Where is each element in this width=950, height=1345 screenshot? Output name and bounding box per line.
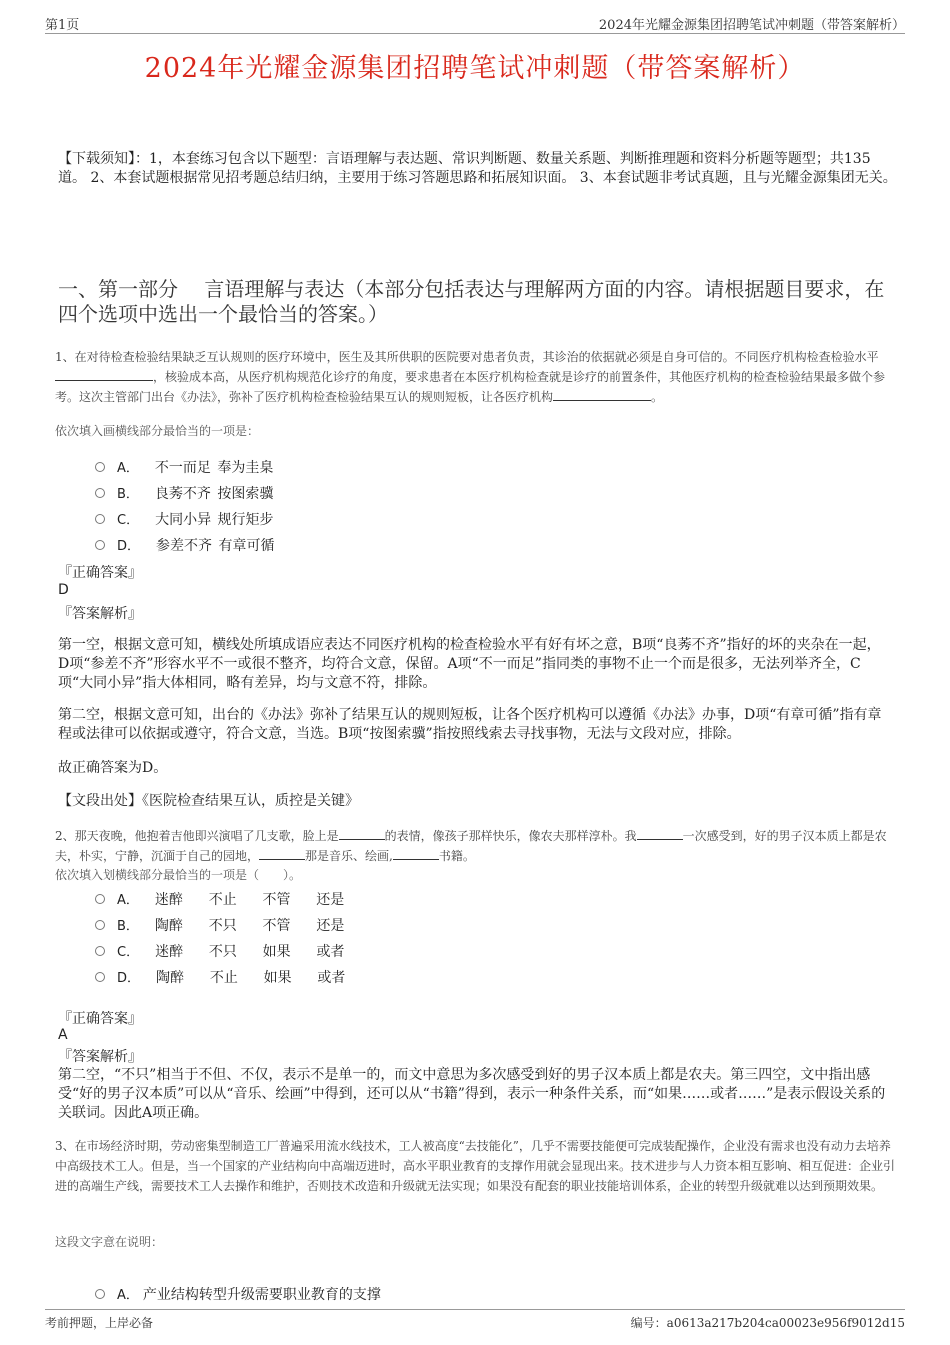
question-1-lead: 依次填入画横线部分最恰当的一项是： xyxy=(55,424,260,438)
footer-doc-id: 编号：a0613a217b204ca00023e956f9012d15 xyxy=(630,1316,905,1330)
page-title: 2024年光耀金源集团招聘笔试冲刺题（带答案解析） xyxy=(144,53,806,84)
download-notice: 【下载须知】：1，本套练习包含以下题型：言语理解与表达题、常识判断题、数量关系题、判断推理题和资料分析题等题型；共135道。 2、本套试题根据常见招考题总结归纳，主要用于练习答题思路和拓展知识面。 3、本套试题非考试真题，且与光耀金源集团无关。 xyxy=(58,151,897,186)
q1-analysis-p1: 第一空，根据文意可知，横线处所填成语应表达不同医疗机构的检查检验水平有好有坏之意，B项“良莠不齐”指好的坏的夹杂在一起，D项“参差不齐”形容水平不一或很不整齐，均符合文意，保留。A项“不一而足”指同类的事物不止一个而是很多，无法列举齐全，C项“大同小异”指大体相同，略有差异，均与文意不符，排除。 xyxy=(58,637,881,691)
radio-icon[interactable] xyxy=(95,1289,105,1299)
q1-analysis-label: 『答案解析』 xyxy=(58,606,142,622)
q1-text-part: 1、在对待检查检验结果缺乏互认规则的医疗环境中，医生及其所供职的医院要对患者负责，其诊治的依据就必须是自身可信的。不同医疗机构检查检验水平 xyxy=(55,350,879,364)
fill-blank xyxy=(339,827,385,840)
fill-blank xyxy=(637,827,683,840)
question-2-lead: 依次填入划横线部分最恰当的一项是（ ）。 xyxy=(55,868,302,882)
section-title: 一、第一部分 言语理解与表达（本部分包括表达与理解两方面的内容。请根据题目要求，在四个选项中选出一个最恰当的答案。） xyxy=(58,277,885,326)
q1-option-b[interactable]: B． 良莠不齐 按图索骥 xyxy=(95,483,273,503)
radio-icon[interactable] xyxy=(95,488,105,498)
question-3-lead: 这段文字意在说明： xyxy=(55,1235,164,1249)
header-page-label: 第1页 xyxy=(45,18,80,33)
q1-option-c[interactable]: C． 大同小异 规行矩步 xyxy=(95,509,274,529)
q1-option-d[interactable]: D． 参差不齐 有章可循 xyxy=(95,535,274,555)
radio-icon[interactable] xyxy=(95,946,105,956)
radio-icon[interactable] xyxy=(95,894,105,904)
q1-analysis-p3: 故正确答案为D。 xyxy=(58,760,168,776)
q1-option-a[interactable]: A． 不一而足 奉为圭臬 xyxy=(95,457,273,477)
fill-blank xyxy=(259,847,305,860)
q1-source: 【文段出处】《医院检查结果互认，质控是关键》 xyxy=(58,793,359,809)
q2-analysis-label: 『答案解析』 xyxy=(58,1049,142,1065)
radio-icon[interactable] xyxy=(95,514,105,524)
radio-icon[interactable] xyxy=(95,920,105,930)
q2-option-d[interactable]: D． 陶醉 不止 如果 或者 xyxy=(95,967,345,987)
q1-analysis-p2: 第二空，根据文意可知，出台的《办法》弥补了结果互认的规则短板，让各个医疗机构可以遵循《办法》办事，D项“有章可循”指有章程或法律可以依据或遵守，符合文意，当选。B项“按图索骥”指按照线索去寻找事物，无法与文段对应，排除。 xyxy=(58,707,882,742)
radio-icon[interactable] xyxy=(95,462,105,472)
fill-blank xyxy=(553,388,651,401)
q2-option-b[interactable]: B． 陶醉 不只 不管 还是 xyxy=(95,915,344,935)
q1-correct-answer-label: 『正确答案』 xyxy=(58,565,142,581)
q2-analysis: 第二空，“不只”相当于不但、不仅，表示不是单一的，而文中意思为多次感受到好的男子汉本质上都是农夫。第三四空，文中指出感受“好的男子汉本质”可以从“音乐、绘画”中得到，还可以从“书籍”得到，表示一种条件关系，而“如果……或者……”是表示假设关系的关联词。因此A项正确。 xyxy=(58,1067,886,1121)
q3-option-a[interactable]: A． 产业结构转型升级需要职业教育的支撑 xyxy=(95,1284,381,1304)
question-2-text: 2、那天夜晚，他抱着吉他即兴演唱了几支歌，脸上是 的表情，像孩子那样快乐，像农夫那样淳朴。我 一次感受到，好的男子汉本质上都是农夫，朴实，宁静，沉湎于自己的园地， 那是音乐、绘画, 书籍。 xyxy=(55,829,887,863)
q2-correct-answer-label: 『正确答案』 xyxy=(58,1011,142,1027)
q2-answer: A xyxy=(58,1027,68,1043)
fill-blank xyxy=(55,368,153,381)
q1-text-part: 。 xyxy=(651,390,664,404)
footer-slogan: 考前押题，上岸必备 xyxy=(45,1316,154,1330)
radio-icon[interactable] xyxy=(95,540,105,550)
q2-option-a[interactable]: A． 迷醉 不止 不管 还是 xyxy=(95,889,344,909)
question-3-text: 3、在市场经济时期，劳动密集型制造工厂普遍采用流水线技术，工人被高度“去技能化”，几乎不需要技能便可完成装配操作，企业没有需求也没有动力去培养中高级技术工人。但是，当一个国家的产业结构向中高端迈进时，高水平职业教育的支撑作用就会显现出来。技术进步与人力资本相互影响、相互促进：企业引进的高端生产线，需要技术工人去操作和维护，否则技术改造和升级就无法实现；如果没有配套的职业技能培训体系，企业的转型升级就难以达到预期效果。 xyxy=(55,1139,896,1193)
header-doc-title: 2024年光耀金源集团招聘笔试冲刺题（带答案解析） xyxy=(598,18,905,33)
q1-answer: D xyxy=(58,582,69,598)
radio-icon[interactable] xyxy=(95,972,105,982)
q1-text-part: ，核验成本高，从医疗机构规范化诊疗的角度，要求患者在本医疗机构检查就是诊疗的前置条件，其他医疗机构的检查检验结果最多做个参考。这次主管部门出台《办法》，弥补了医疗机构检查检验结果互认的规则短板，让各医疗机构 xyxy=(55,370,886,404)
fill-blank xyxy=(393,847,439,860)
footer-rule xyxy=(45,1309,905,1310)
q2-option-c[interactable]: C． 迷醉 不只 如果 或者 xyxy=(95,941,344,961)
header-rule xyxy=(45,33,905,34)
question-1-text xyxy=(55,347,897,407)
